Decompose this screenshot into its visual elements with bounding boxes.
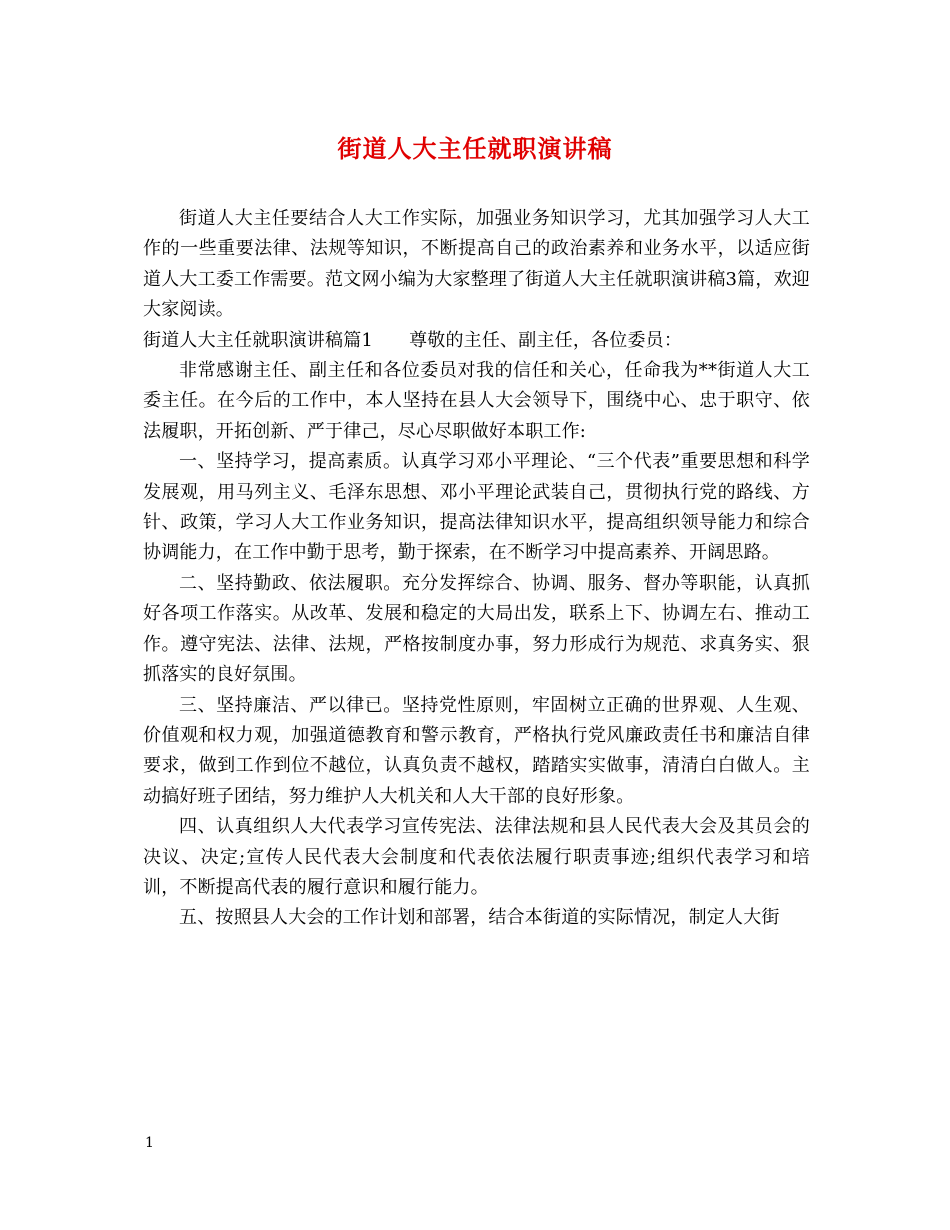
body-paragraph: 二、坚持勤政、依法履职。充分发挥综合、协调、服务、督办等职能，认真抓好各项工作落实。从改革、发展和稳定的大局出发，联系上下、协调左右、推动工作。遵守宪法、法律、法规，严格按制度办事，努力形成行为规范、求真务实、狠抓落实的良好氛围。 — [143, 572, 810, 686]
document-body — [143, 204, 810, 934]
salutation: 尊敬的主任、副主任，各位委员： — [409, 329, 683, 351]
page-number: 1 — [145, 1135, 154, 1151]
body-paragraph: 五、按照县人大会的工作计划和部署，结合本街道的实际情况，制定人大街 — [179, 907, 780, 929]
body-paragraph: 四、认真组织人大代表学习宣传宪法、法律法规和县人民代表大会及其员会的决议、决定;宣传人民代表大会制度和代表依法履行职责事迹;组织代表学习和培训，不断提高代表的履行意识和履行能力。 — [143, 816, 810, 898]
body-paragraph: 一、坚持学习，提高素质。认真学习邓小平理论、“三个代表”重要思想和科学发展观，用马列主义、毛泽东思想、邓小平理论武装自己，贯彻执行党的路线、方针、政策，学习人大工作业务知识，提高法律知识水平，提高组织领导能力和综合协调能力，在工作中勤于思考，勤于探索，在不断学习中提高素养、开阔思路。 — [143, 451, 810, 564]
body-paragraph: 非常感谢主任、副主任和各位委员对我的信任和关心，任命我为**街道人大工委主任。在今后的工作中，本人坚持在县人大会领导下，围绕中心、忠于职守、依法履职，开拓创新、严于律己，尽心尽职做好本职工作: — [143, 360, 810, 442]
intro-paragraph: 街道人大主任要结合人大工作实际，加强业务知识学习，尤其加强学习人大工作的一些重要法律、法规等知识，不断提高自己的政治素养和业务水平，以适应街道人大工委工作需要。范文网小编为大家整理了街道人大主任就职演讲稿3篇，欢迎大家阅读。 — [143, 208, 810, 321]
document-title: 街道人大主任就职演讲稿 — [337, 134, 613, 163]
body-paragraph: 三、坚持廉洁、严以律已。坚持党性原则，牢固树立正确的世界观、人生观、价值观和权力观，加强道德教育和警示教育，严格执行党风廉政责任书和廉洁自律要求，做到工作到位不越位，认真负责不越权，踏踏实实做事，清清白白做人。主动搞好班子团结，努力维护人大机关和人大干部的良好形象。 — [143, 694, 810, 807]
section-heading: 街道人大主任就职演讲稿篇1 — [143, 329, 374, 351]
section-heading-line — [143, 326, 810, 356]
